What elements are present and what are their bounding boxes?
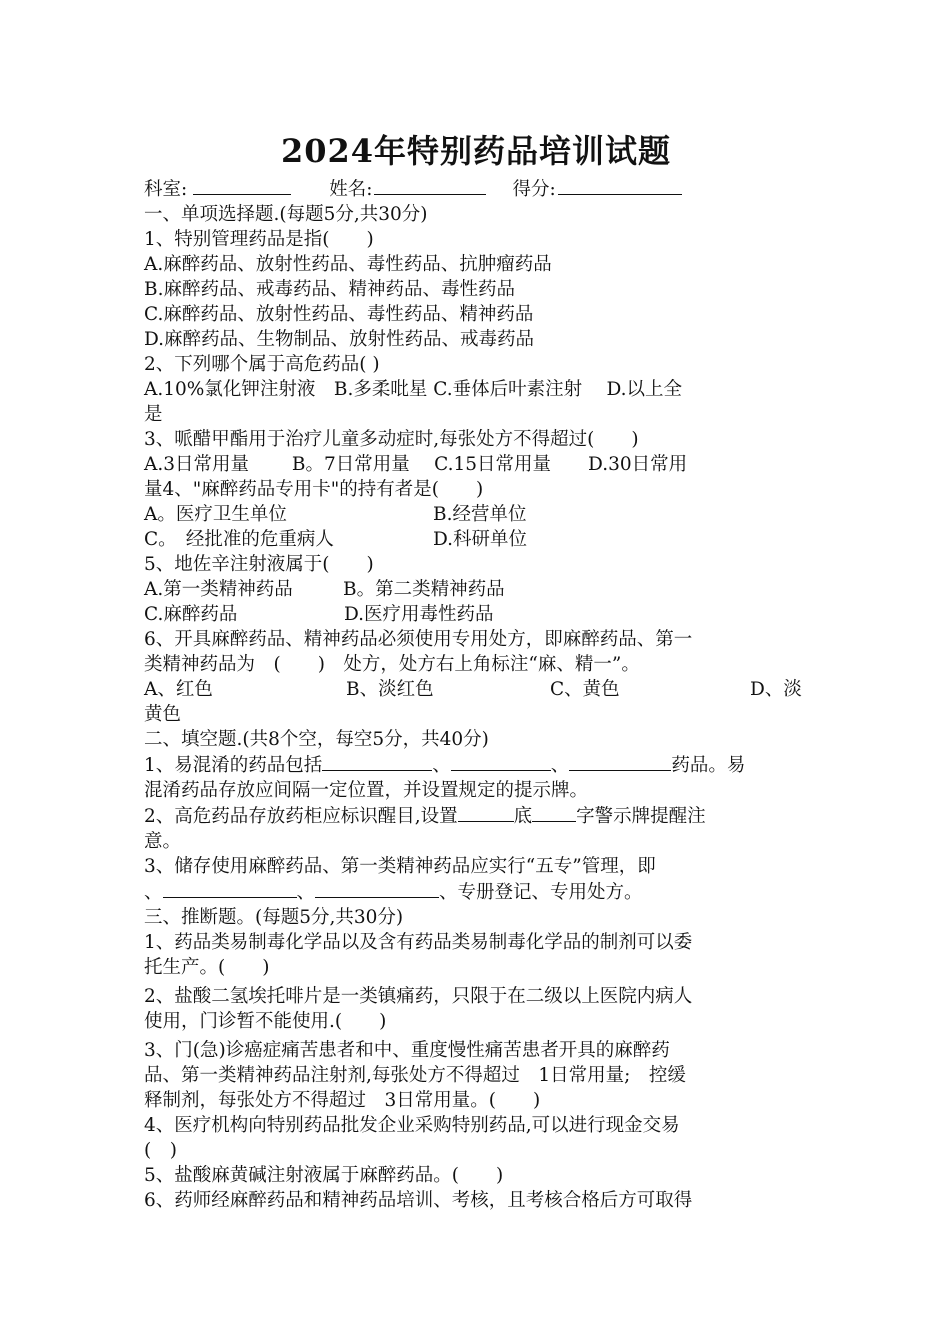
fill-1-cont: 混淆药品存放应间隔一定位置，并设置规定的提示牌。: [144, 780, 589, 801]
judge-2-cont: 使用，门诊暂不能使用.( ): [144, 1011, 387, 1032]
question-6-option-d-cont: 黄色: [144, 704, 182, 725]
question-6-option-a: A、红色: [144, 679, 213, 700]
judge-5: 5、盐酸麻黄碱注射液属于麻醉药品。( ): [144, 1165, 504, 1186]
question-3-options: A.3日常用量 B。7日常用量 C.15日常用量 D.30日常用: [144, 454, 688, 475]
fill-1-suffix: 药品。易: [671, 755, 746, 776]
fill-2-prefix: 2、高危药品存放药柜应标识醒目,设置: [144, 806, 458, 827]
section-3-heading: 三、推断题。(每题5分,共30分): [144, 907, 404, 928]
question-6: 6、开具麻醉药品、精神药品必须使用专用处方，即麻醉药品、第一: [144, 629, 693, 650]
question-1: 1、特别管理药品是指( ): [144, 229, 374, 250]
question-1-option-d: D.麻醉药品、生物制品、放射性药品、戒毒药品: [144, 329, 535, 350]
fill-1-blank-1[interactable]: [322, 752, 432, 771]
fill-3-separator: 、: [296, 882, 316, 903]
fill-1-prefix: 1、易混淆的药品包括: [144, 755, 323, 776]
question-5-option-a: A.第一类精神药品: [144, 579, 293, 600]
dept-label: 科室:: [144, 179, 188, 200]
fill-3-lead: 、: [144, 882, 163, 903]
fill-3-blank-1[interactable]: [163, 879, 297, 898]
fill-2-suffix: 字警示牌提醒注: [576, 806, 706, 827]
dept-blank[interactable]: [193, 176, 291, 195]
question-1-option-a: A.麻醉药品、放射性药品、毒性药品、抗肿瘤药品: [144, 254, 552, 275]
question-5-option-d: D.医疗用毒性药品: [344, 604, 494, 625]
question-5: 5、地佐辛注射液属于( ): [144, 554, 374, 575]
question-6-cont: 类精神药品为 ( ) 处方，处方右上角标注“麻、精一”。: [144, 654, 640, 675]
fill-2-mid: 底: [513, 806, 533, 827]
judge-4: 4、医疗机构向特别药品批发企业采购特别药品,可以进行现金交易: [144, 1115, 680, 1136]
judge-1: 1、药品类易制毒化学品以及含有药品类易制毒化学品的制剂可以委: [144, 932, 693, 953]
judge-3-cont-2: 释制剂，每张处方不得超过 3日常用量。( ): [144, 1090, 541, 1111]
question-6-option-d: D、淡: [750, 679, 802, 700]
name-label: 姓名:: [329, 179, 373, 200]
question-1-option-c: C.麻醉药品、放射性药品、毒性药品、精神药品: [144, 304, 534, 325]
question-4-options-cd: [144, 527, 808, 552]
question-1-option-b: B.麻醉药品、戒毒药品、精神药品、毒性药品: [144, 279, 515, 300]
question-4-option-d: D.科研单位: [433, 529, 528, 550]
fill-1-blank-2[interactable]: [451, 752, 551, 771]
judge-4-cont: ( ): [144, 1140, 177, 1161]
fill-1-separator: 、: [550, 755, 570, 776]
question-3: 3、哌醋甲酯用于治疗儿童多动症时,每张处方不得超过( ): [144, 429, 639, 450]
question-5-options-cd: [144, 602, 808, 627]
question-4-option-a: A。医疗卫生单位: [144, 504, 287, 525]
fill-1: [144, 752, 808, 778]
fill-2-blank-1[interactable]: [458, 803, 514, 822]
fill-3-blank-2[interactable]: [315, 879, 439, 898]
fill-1-blank-3[interactable]: [569, 752, 671, 771]
score-blank[interactable]: [558, 176, 682, 195]
fill-2-blank-2[interactable]: [532, 803, 576, 822]
judge-1-cont: 托生产。( ): [144, 957, 270, 978]
question-6-option-c: C、黄色: [550, 679, 620, 700]
score-label: 得分:: [512, 179, 556, 200]
question-4-options-ab: [144, 502, 808, 527]
fill-2: [144, 803, 808, 829]
question-4-option-b: B.经营单位: [433, 504, 527, 525]
question-5-option-c: C.麻醉药品: [144, 604, 238, 625]
question-6-options: [144, 677, 808, 702]
fill-2-cont: 意。: [144, 831, 182, 852]
fill-1-separator: 、: [432, 755, 451, 776]
question-2-options: A.10%氯化钾注射液 B.多柔吡星 C.垂体后叶素注射 D.以上全: [144, 379, 683, 400]
question-6-option-b: B、淡红色: [346, 679, 434, 700]
section-1-heading: 一、单项选择题.(每题5分,共30分): [144, 204, 428, 225]
judge-3-cont: 品、第一类精神药品注射剂,每张处方不得超过 1日常用量; 控缓: [144, 1065, 686, 1086]
question-4-option-c: C。 经批准的危重病人: [144, 529, 334, 550]
question-2: 2、下列哪个属于高危药品( ): [144, 354, 380, 375]
exam-header-info: [144, 176, 808, 202]
judge-2: 2、盐酸二氢埃托啡片是一类镇痛药，只限于在二级以上医院内病人: [144, 986, 693, 1007]
name-blank[interactable]: [374, 176, 486, 195]
question-2-options-cont: 是: [144, 404, 163, 425]
section-2-heading: 二、填空题.(共8个空，每空5分，共40分): [144, 729, 489, 750]
question-5-options-ab: [144, 577, 808, 602]
judge-6: 6、药师经麻醉药品和精神药品培训、考核，且考核合格后方可取得: [144, 1190, 693, 1211]
fill-3-suffix: 、专册登记、专用处方。: [439, 882, 643, 903]
fill-3-cont: [144, 879, 808, 905]
question-5-option-b: B。第二类精神药品: [343, 579, 505, 600]
exam-page: [144, 128, 808, 1213]
judge-3: 3、门(急)诊癌症痛苦患者和中、重度慢性痛苦患者开具的麻醉药: [144, 1040, 670, 1061]
question-4: 量4、"麻醉药品专用卡"的持有者是( ): [144, 479, 484, 500]
exam-title: 2024年特别药品培训试题: [280, 132, 672, 170]
fill-3: 3、储存使用麻醉药品、第一类精神药品应实行“五专”管理，即: [144, 856, 656, 877]
